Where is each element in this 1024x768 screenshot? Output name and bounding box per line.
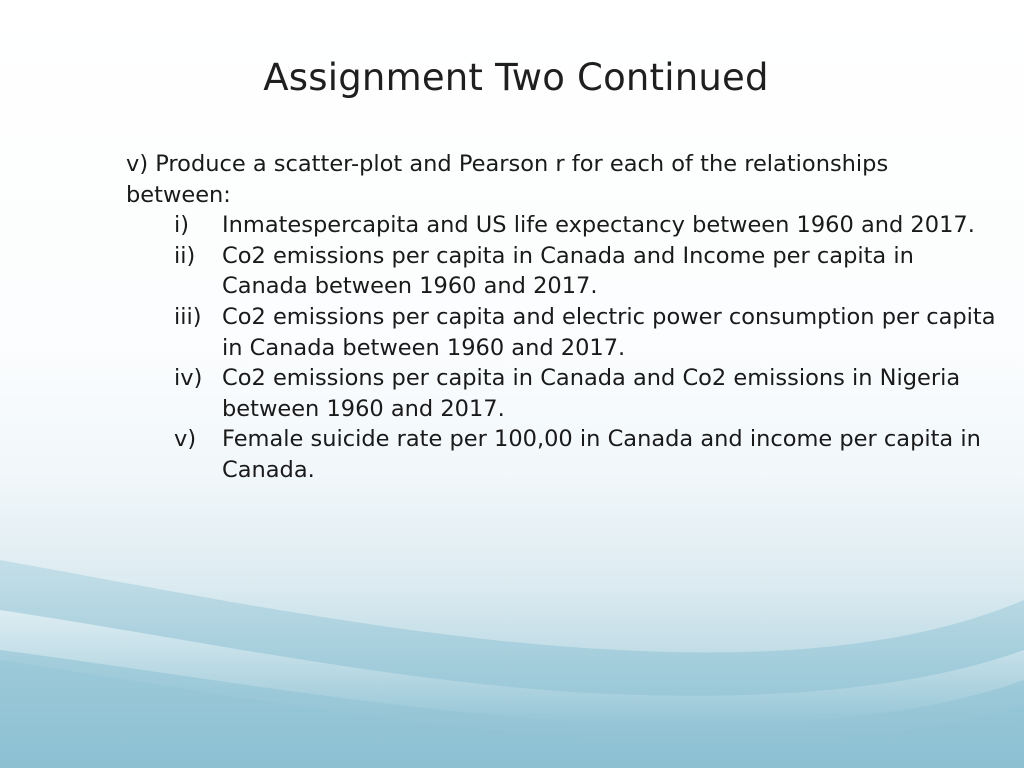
list-marker: ii) [174, 242, 196, 269]
list-marker: iii) [174, 303, 202, 330]
list-item [126, 363, 996, 424]
list-item-text: Inmatespercapita and US life expectancy between 1960 and 2017. [222, 212, 975, 239]
list-item-text: Co2 emissions per capita in Canada and Income per capita in Canada between 1960 and 2017. [222, 242, 914, 300]
list-item [126, 210, 996, 241]
list-marker: i) [174, 212, 190, 239]
list-item [126, 424, 996, 485]
relationship-list [126, 210, 996, 485]
list-marker: iv) [174, 365, 203, 392]
list-item [126, 241, 996, 302]
list-item [126, 302, 996, 363]
slide-body [126, 149, 996, 486]
slide-title: Assignment Two Continued [263, 56, 769, 99]
list-item-text: Co2 emissions per capita and electric power consumption per capita in Canada between 1960 and 2017. [222, 303, 996, 361]
list-item-text: Co2 emissions per capita in Canada and Co2 emissions in Nigeria between 1960 and 2017. [222, 365, 961, 422]
list-item-text: Female suicide rate per 100,00 in Canada and income per capita in Canada. [222, 426, 981, 483]
intro-text: v) Produce a scatter-plot and Pearson r for each of the relationships between: [126, 151, 889, 208]
list-marker: v) [174, 426, 197, 453]
